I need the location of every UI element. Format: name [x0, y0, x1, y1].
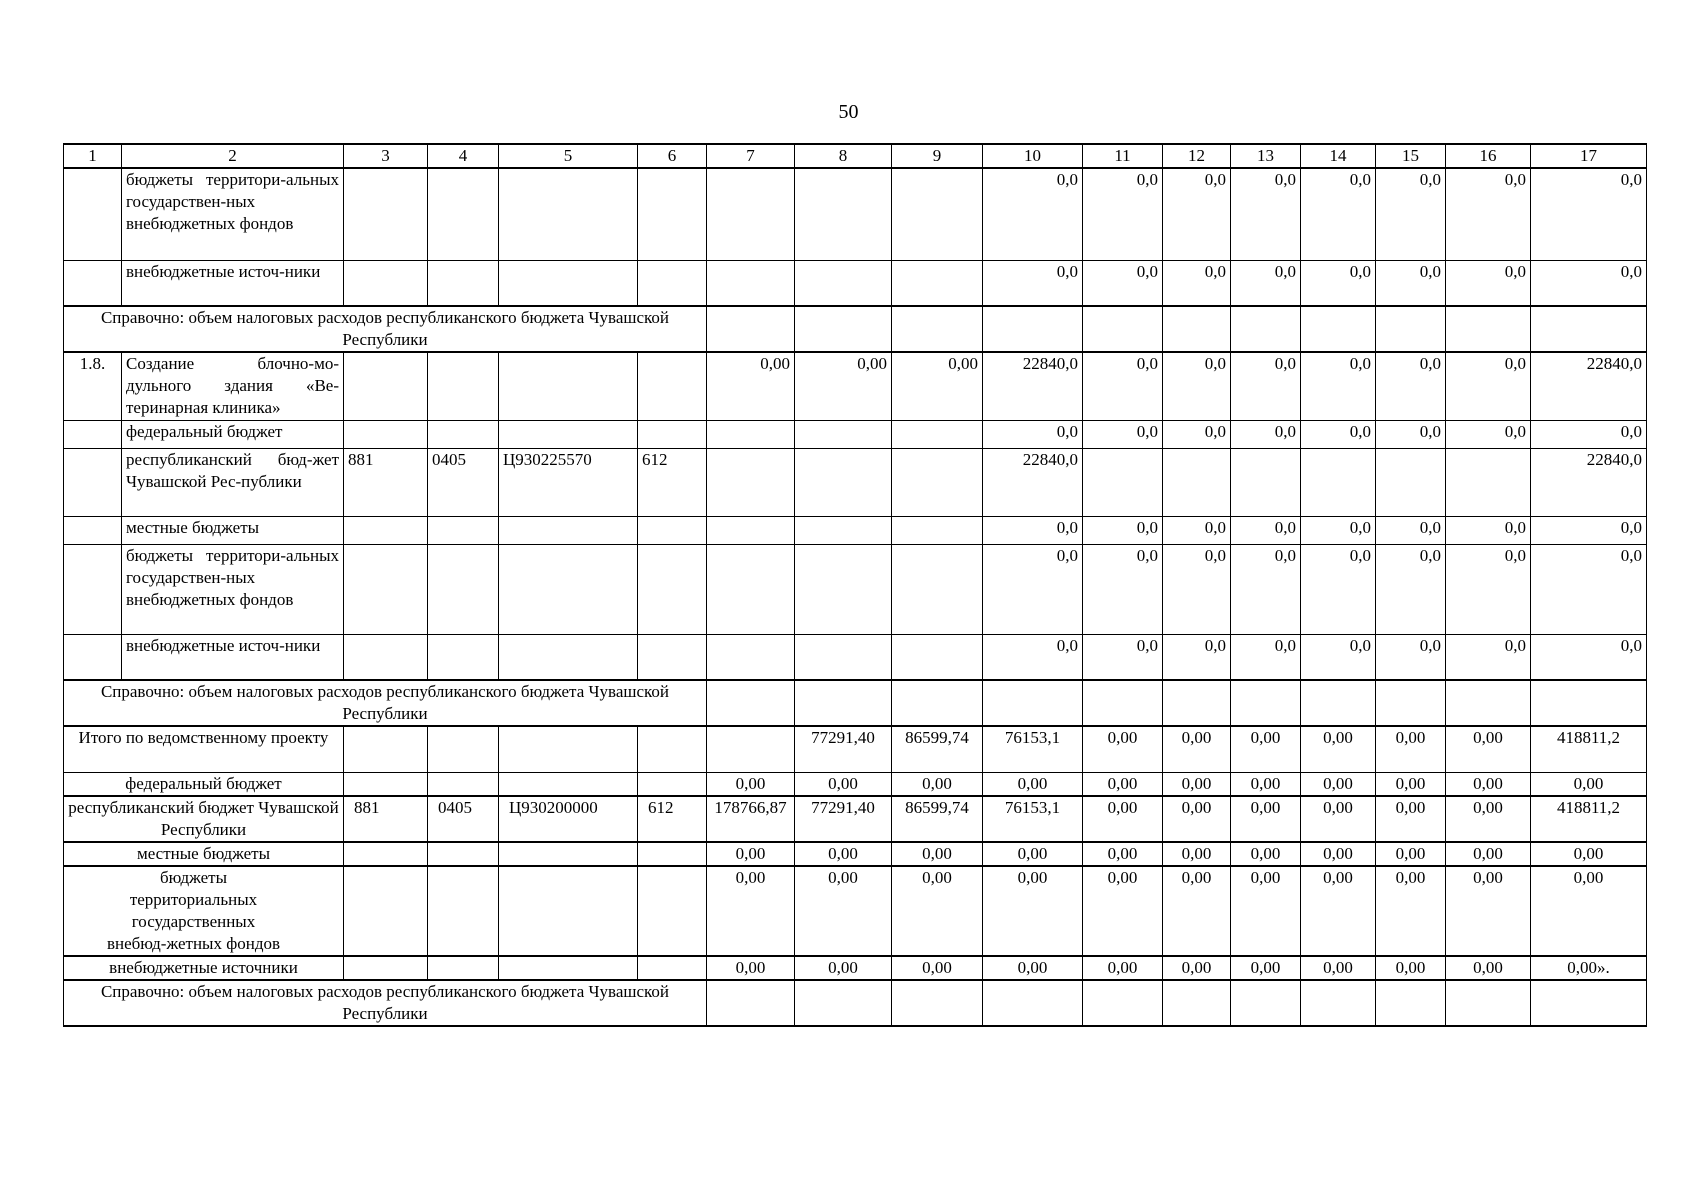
cell-value: 86599,74: [892, 726, 983, 772]
cell-value: 0,0: [1301, 634, 1376, 680]
table-row: [64, 352, 1647, 420]
cell-code: Ц930225570: [499, 448, 638, 516]
cell-value: 0,00: [1301, 866, 1376, 956]
cell-value: 0,0: [1083, 260, 1163, 306]
cell-code: 612: [638, 448, 707, 516]
cell-value: 0,00: [892, 866, 983, 956]
cell-value: 0,00: [1163, 956, 1231, 980]
cell-value: 0,0: [1446, 420, 1531, 448]
cell-value: 0,0: [983, 634, 1083, 680]
cell-value: 0,0: [1376, 516, 1446, 544]
col-header: 9: [892, 144, 983, 168]
cell-value: 418811,2: [1531, 796, 1647, 842]
reference-row: [64, 680, 1647, 726]
cell-code: Ц930200000: [499, 796, 638, 842]
col-header: 1: [64, 144, 122, 168]
cell-value: 0,00: [1163, 772, 1231, 796]
cell-value: 0,0: [1083, 544, 1163, 634]
col-header: 12: [1163, 144, 1231, 168]
cell-value: 0,0: [1231, 634, 1301, 680]
cell-value: 0,0: [1446, 516, 1531, 544]
cell-value: 0,0: [1231, 516, 1301, 544]
row-label: местные бюджеты: [122, 516, 344, 544]
cell-value: 0,0: [1083, 168, 1163, 260]
cell-value: 0,0: [1301, 420, 1376, 448]
column-number-header: [64, 144, 1647, 168]
col-header: 3: [344, 144, 428, 168]
cell-value: 0,0: [1301, 544, 1376, 634]
col-header: 15: [1376, 144, 1446, 168]
cell-value: 0,0: [1446, 544, 1531, 634]
cell-value: 0,0: [1376, 168, 1446, 260]
cell-value: 0,0: [1531, 168, 1647, 260]
cell-value: 0,00: [1301, 772, 1376, 796]
reference-note: Справочно: объем налоговых расходов республиканского бюджета Чувашской Республики: [64, 306, 707, 352]
cell-value: 0,00: [1376, 842, 1446, 866]
cell-value: 86599,74: [892, 796, 983, 842]
cell-value: 178766,87: [707, 796, 795, 842]
cell-value: 22840,0: [983, 352, 1083, 420]
cell-value: 0,0: [1376, 420, 1446, 448]
cell-value: 0,00: [707, 842, 795, 866]
cell-value: 0,0: [1531, 260, 1647, 306]
reference-row: [64, 306, 1647, 352]
cell-value: 0,00: [892, 352, 983, 420]
table-row: [64, 260, 1647, 306]
col-header: 8: [795, 144, 892, 168]
cell-value: 0,00: [1231, 772, 1301, 796]
cell-value: 0,0: [1231, 260, 1301, 306]
cell-value: 76153,1: [983, 726, 1083, 772]
cell-value: 0,0: [1163, 634, 1231, 680]
cell-value: 0,0: [1301, 516, 1376, 544]
cell-value: 0,0: [1083, 516, 1163, 544]
cell-value: 0,00: [1376, 796, 1446, 842]
table-row: [64, 772, 1647, 796]
cell-value: 0,00: [1376, 866, 1446, 956]
cell-value: 0,00: [892, 842, 983, 866]
cell-value: 0,00: [1083, 956, 1163, 980]
cell-value: 0,00: [707, 772, 795, 796]
cell-value: 0,0: [1376, 634, 1446, 680]
item-number: 1.8.: [64, 352, 122, 420]
table-row: [64, 956, 1647, 980]
cell-value: 0,0: [1376, 352, 1446, 420]
table-row: [64, 866, 1647, 956]
table-row: [64, 516, 1647, 544]
cell-value: 0,0: [983, 168, 1083, 260]
cell-value: 0,00: [1301, 842, 1376, 866]
row-label: Итого по ведомственному проекту: [64, 726, 344, 772]
cell-value: 0,0: [1163, 516, 1231, 544]
cell-value: 0,00: [983, 866, 1083, 956]
row-label: внебюджетные источ-ники: [122, 260, 344, 306]
cell-value: 0,00: [1231, 726, 1301, 772]
col-header: 17: [1531, 144, 1647, 168]
cell-code: 0405: [428, 796, 499, 842]
cell-value: 0,00: [1446, 772, 1531, 796]
cell-value: 0,00: [795, 842, 892, 866]
cell-value: 0,0: [1531, 544, 1647, 634]
cell-value: 0,0: [1231, 352, 1301, 420]
col-header: 14: [1301, 144, 1376, 168]
cell-value: 0,00: [1301, 726, 1376, 772]
table-row: [64, 796, 1647, 842]
cell-value: 0,00: [892, 956, 983, 980]
row-label: республиканский бюджет Чувашской Республики: [64, 796, 344, 842]
col-header: 4: [428, 144, 499, 168]
col-header: 10: [983, 144, 1083, 168]
cell-value: 0,00: [1301, 796, 1376, 842]
cell-value: 0,0: [1231, 420, 1301, 448]
cell-value: 0,00: [1163, 842, 1231, 866]
cell-code: 881: [344, 448, 428, 516]
total-row: [64, 726, 1647, 772]
cell-value: 0,0: [983, 420, 1083, 448]
cell-value: 0,0: [1446, 352, 1531, 420]
cell-value: 0,00: [1083, 842, 1163, 866]
col-header: 5: [499, 144, 638, 168]
cell-value: 0,00: [1446, 956, 1531, 980]
col-header: 2: [122, 144, 344, 168]
cell-value: 0,0: [1163, 352, 1231, 420]
cell-value: 0,00: [1231, 796, 1301, 842]
cell-value: 0,00: [1301, 956, 1376, 980]
cell-value: 0,00: [1446, 866, 1531, 956]
row-label: внебюджетные источ-ники: [122, 634, 344, 680]
cell-value: 0,0: [1231, 544, 1301, 634]
row-label: федеральный бюджет: [122, 420, 344, 448]
cell-code: 612: [638, 796, 707, 842]
cell-value: 0,0: [1163, 544, 1231, 634]
cell-value: 0,00: [795, 956, 892, 980]
cell-value: 0,00: [1163, 726, 1231, 772]
cell-value: 22840,0: [983, 448, 1083, 516]
cell-value: 0,00: [983, 772, 1083, 796]
cell-value: 0,00: [1531, 842, 1647, 866]
cell-value: 0,0: [1163, 260, 1231, 306]
cell-value: 0,0: [1446, 168, 1531, 260]
cell-value: 0,00: [983, 956, 1083, 980]
cell-value: 0,00: [1376, 772, 1446, 796]
table-row: [64, 168, 1647, 260]
table-row: [64, 448, 1647, 516]
cell-value: 0,0: [1376, 260, 1446, 306]
row-label: бюджеты территориальных государственных внебюд-жетных фондов: [64, 866, 344, 956]
cell-value: 0,00: [1083, 796, 1163, 842]
cell-value: 0,00: [1163, 796, 1231, 842]
cell-value: 0,0: [1231, 168, 1301, 260]
cell-code: 881: [344, 796, 428, 842]
cell-value: 0,00: [707, 956, 795, 980]
cell-value: 0,0: [1446, 634, 1531, 680]
row-label: бюджеты территори-альных государствен-ных внебюджетных фондов: [122, 168, 344, 260]
row-label: республиканский бюд-жет Чувашской Рес-публики: [122, 448, 344, 516]
page-number: 50: [838, 101, 859, 123]
table-row: [64, 420, 1647, 448]
cell-value: 0,00: [795, 772, 892, 796]
reference-row: [64, 980, 1647, 1026]
cell-value: 0,00: [1083, 772, 1163, 796]
cell-value: 0,00: [1231, 866, 1301, 956]
col-header: 13: [1231, 144, 1301, 168]
cell-value: 0,0: [1083, 634, 1163, 680]
cell-value: 0,00: [707, 352, 795, 420]
cell-value: 0,00: [1446, 796, 1531, 842]
row-label: внебюджетные источники: [64, 956, 344, 980]
cell-value: 0,00: [1083, 866, 1163, 956]
cell-value: 0,0: [1446, 260, 1531, 306]
cell-value: 0,00: [983, 842, 1083, 866]
col-header: 11: [1083, 144, 1163, 168]
cell-value: 0,00: [1376, 726, 1446, 772]
table-row: [64, 544, 1647, 634]
cell-value: 77291,40: [795, 796, 892, 842]
cell-value: 0,00: [1231, 956, 1301, 980]
row-label: федеральный бюджет: [64, 772, 344, 796]
cell-value: 0,0: [1531, 634, 1647, 680]
row-label: бюджеты территори-альных государствен-ных внебюджетных фондов: [122, 544, 344, 634]
col-header: 16: [1446, 144, 1531, 168]
cell-value: 0,0: [983, 544, 1083, 634]
cell-value: 0,0: [983, 260, 1083, 306]
reference-note: Справочно: объем налоговых расходов республиканского бюджета Чувашской Республики: [64, 980, 707, 1026]
cell-value: 0,00: [1231, 842, 1301, 866]
table-row: [64, 842, 1647, 866]
cell-value: 0,0: [1376, 544, 1446, 634]
cell-value: 0,0: [1163, 420, 1231, 448]
cell-value: 0,00: [1531, 866, 1647, 956]
cell-value: 0,00: [1376, 956, 1446, 980]
cell-value: 0,00: [1446, 842, 1531, 866]
cell-value: 0,0: [1301, 352, 1376, 420]
cell-value: 0,00: [795, 866, 892, 956]
cell-value: 0,00: [892, 772, 983, 796]
table-row: [64, 634, 1647, 680]
cell-value: 77291,40: [795, 726, 892, 772]
cell-value: 0,0: [1301, 168, 1376, 260]
cell-value: 0,0: [1301, 260, 1376, 306]
cell-value: 0,0: [1531, 420, 1647, 448]
cell-value: 0,00: [1083, 726, 1163, 772]
cell-value: 0,00: [1446, 726, 1531, 772]
cell-value: 0,00: [1531, 772, 1647, 796]
budget-table: [63, 143, 1647, 1027]
cell-value: 0,0: [1163, 168, 1231, 260]
cell-value: [707, 726, 795, 772]
row-label: Создание блочно-мо-дульного здания «Ве-теринарная клиника»: [122, 352, 344, 420]
cell-value: 22840,0: [1531, 448, 1647, 516]
reference-note: Справочно: объем налоговых расходов республиканского бюджета Чувашской Республики: [64, 680, 707, 726]
cell-value: 76153,1: [983, 796, 1083, 842]
row-label: местные бюджеты: [64, 842, 344, 866]
cell-value: 418811,2: [1531, 726, 1647, 772]
cell-value: 0,0: [983, 516, 1083, 544]
cell-value: 0,00».: [1531, 956, 1647, 980]
col-header: 7: [707, 144, 795, 168]
cell-value: 0,00: [795, 352, 892, 420]
cell-value: 0,0: [1083, 420, 1163, 448]
cell-value: 0,00: [707, 866, 795, 956]
col-header: 6: [638, 144, 707, 168]
cell-value: 22840,0: [1531, 352, 1647, 420]
cell-value: 0,0: [1531, 516, 1647, 544]
cell-value: 0,0: [1083, 352, 1163, 420]
cell-value: 0,00: [1163, 866, 1231, 956]
cell-code: 0405: [428, 448, 499, 516]
